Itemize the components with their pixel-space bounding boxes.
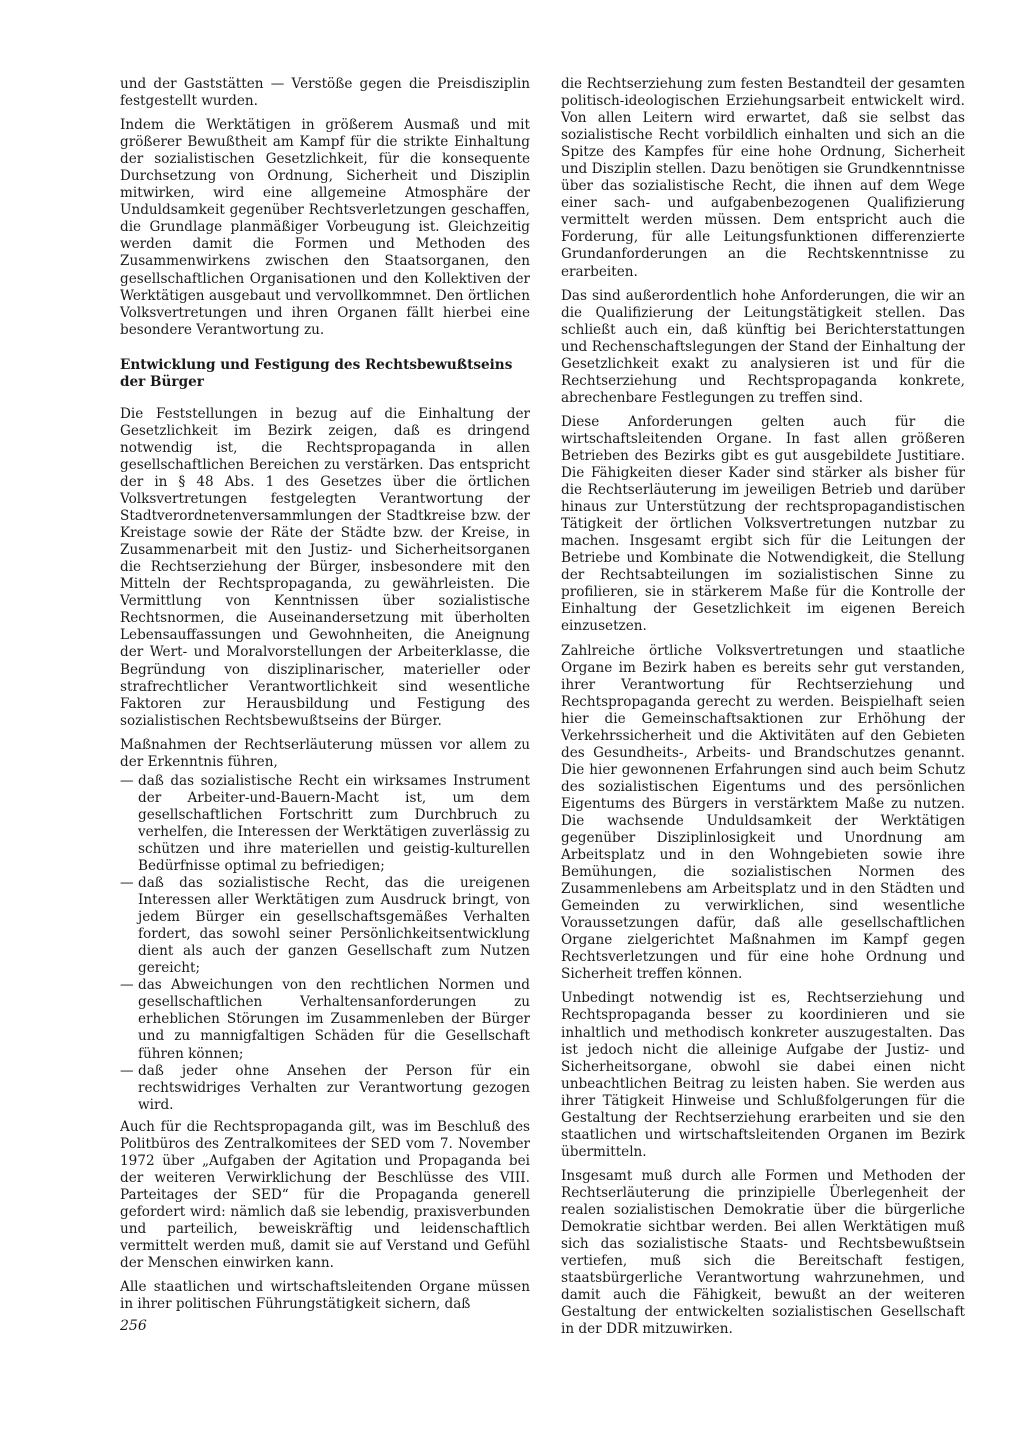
dash-bullet: — <box>120 772 134 789</box>
list-item-text: daß das sozialistische Recht, das die ureigenen Interessen aller Werktätigen zum Ausdruck bringt, von jedem Bürger ein gesellschaftsgemäßes Verhalten fordert, das sowohl seiner Persönlichkeitsentwicklung dient als auch der ganzen Gesellschaft zum Nutzen gereicht; <box>138 875 530 977</box>
page-number: 256 <box>120 1318 147 1334</box>
paragraph: Diese Anforderungen gelten auch für die wirtschaftsleitenden Organe. In fast allen größeren Betrieben des Bezirks gibt es gut ausgebildete Justitiare. Die Fähigkeiten dieser Kader sind stärker als bisher für die Rechtserläuterung im jeweiligen Betrieb und darüber hinaus zur Unterstützung der rechtspropagandistischen Tätigkeit der örtlichen Volksvertretungen nutzbar zu machen. Insgesamt ergibt sich für die Leitungen der Betriebe und Kombinate die Notwendigkeit, die Stellung der Rechtsabteilungen im sozialistischen Sinne zu profilieren, sie in stärkerem Maße für die Kontrolle der Einhaltung der Gesetzlichkeit im eigenen Bereich einzusetzen. <box>561 413 965 635</box>
list-item-text: daß jeder ohne Ansehen der Person für ein rechtswidriges Verhalten zur Verantwortung gezogen wird. <box>138 1062 530 1113</box>
paragraph: Das sind außerordentlich hohe Anforderungen, die wir an die Qualifizierung der Leitungstätigkeit stellen. Das schließt auch ein, daß künftig bei Berichterstattungen und Rechenschaftslegungen der Stand der Einhaltung der Gesetzlichkeit exakt zu analysieren ist und für die Rechtserziehung und Rechtspropaganda konkrete, abrechenbare Festlegungen zu treffen sind. <box>561 287 965 406</box>
dash-bullet: — <box>120 977 134 994</box>
paragraph: Insgesamt muß durch alle Formen und Methoden der Rechtserläuterung die prinzipielle Überlegenheit der realen sozialistischen Demokratie über die bürgerliche Demokratie sichtbar werden. Bei allen Werktätigen muß sich das sozialistische Staats- und Rechtsbewußtsein vertiefen, muß sich die Bereitschaft festigen, staatsbürgerliche Verantwortung wahrzunehmen, und damit auch die Fähigkeit, bewußt an der weiteren Gestaltung der entwickelten sozialistischen Gesellschaft in der DDR mitzuwirken. <box>561 1167 965 1338</box>
list-item-text: das Abweichungen von den rechtlichen Normen und gesellschaftlichen Verhaltensanforderungen zu erheblichen Störungen im Zusammenleben der Bürger und zu mannigfaltigen Schäden für die Gesellschaft führen können; <box>138 977 530 1062</box>
left-column <box>120 76 530 1320</box>
paragraph: Unbedingt notwendig ist es, Rechtserziehung und Rechtspropaganda besser zu koordinieren und sie inhaltlich und methodisch konkreter auszugestalten. Das ist jedoch nicht die alleinige Aufgabe der Justiz- und Sicherheitsorgane, obwohl sie dabei einen nicht unbeachtlichen Beitrag zu leisten haben. Sie werden aus ihrer Tätigkeit Hinweise und Schlußfolgerungen für die Gestaltung der Rechtserziehung erarbeiten und sie den staatlichen und wirtschaftsleitenden Organen im Bezirk übermitteln. <box>561 990 965 1160</box>
right-column <box>561 76 965 1345</box>
paragraph: Alle staatlichen und wirtschaftsleitenden Organe müssen in ihrer politischen Führungstätigkeit sichern, daß <box>120 1279 530 1313</box>
paragraph: Zahlreiche örtliche Volksvertretungen und staatliche Organe im Bezirk haben es bereits sehr gut verstanden, ihrer Verantwortung für Rechtserziehung und Rechtspropaganda gerecht zu werden. Beispielhaft seien hier die Gemeinschaftsaktionen zur Erhöhung der Verkehrssicherheit und die Aktivitäten auf den Gebieten des Gesundheits-, Arbeits- und Brandschutzes genannt. Die hier gewonnenen Erfahrungen sind auch beim Schutz des sozialistischen Eigentums und des persönlichen Eigentums des Bürgers in verstärktem Maße zu nutzen. Die wachsende Unduldsamkeit der Werktätigen gegenüber Disziplinlosigkeit und Unordnung am Arbeitsplatz und in den Wohngebieten sowie ihre Bemühungen, die sozialistischen Normen des Zusammenlebens am Arbeitsplatz und in den Städten und Gemeinden zu verwirklichen, sind wesentliche Voraussetzungen dafür, daß alle gesellschaftlichen Organe zielgerichtet Maßnahmen im Kampf gegen Rechtsverletzungen und für eine hohe Ordnung und Sicherheit treffen können. <box>561 642 965 983</box>
list-item <box>120 1063 530 1114</box>
dash-list <box>120 773 530 1114</box>
paragraph: Maßnahmen der Rechtserläuterung müssen vor allem zu der Erkenntnis führen, <box>120 736 530 770</box>
paragraph: Indem die Werktätigen in größerem Ausmaß und mit größerer Bewußtheit am Kampf für die strikte Einhaltung der sozialistischen Gesetzlichkeit, für die konsequente Durchsetzung von Ordnung, Sicherheit und Disziplin mitwirken, wird eine allgemeine Atmosphäre der Unduldsamkeit gegenüber Rechtsverletzungen geschaffen, die Grundlage planmäßiger Vorbeugung ist. Gleichzeitig werden damit die Formen und Methoden des Zusammenwirkens zwischen den Staatsorganen, den gesellschaftlichen Organisationen und den Kollektiven der Werktätigen ausgebaut und vervollkommnet. Den örtlichen Volksvertretungen und ihren Organen fällt hierbei eine besondere Verantwortung zu. <box>120 117 530 338</box>
paragraph: Auch für die Rechtspropaganda gilt, was im Beschluß des Politbüros des Zentralkomitees der SED vom 7. November 1972 über „Aufgaben der Agitation und Propaganda bei der weiteren Verwirklichung der Beschlüsse des VIII. Parteitages der SED“ für die Propaganda generell gefordert wird: nämlich daß sie lebendig, praxisverbunden und parteilich, beweiskräftig und leidenschaftlich vermittelt werden muß, damit sie auf Verstand und Gefühl der Menschen einwirken kann. <box>120 1118 530 1272</box>
dash-bullet: — <box>120 875 134 892</box>
section-heading: Entwicklung und Festigung des Rechtsbewußtseins der Bürger <box>120 356 513 390</box>
paragraph: die Rechtserziehung zum festen Bestandteil der gesamten politisch-ideologischen Erziehungsarbeit entwickelt wird. Von allen Leitern wird erwartet, daß sie selbst das sozialistische Recht vorbildlich einhalten und sich an die Spitze des Kampfes für eine hohe Ordnung, Sicherheit und Disziplin stellen. Dazu benötigen sie Grundkenntnisse über das sozialistische Recht, die ihnen auf dem Wege einer sach- und aufgabenbezogenen Qualifizierung vermittelt werden müssen. Dem entspricht auch die Forderung, für alle Leitungsfunktionen differenzierte Grundanforderungen an die Rechtskenntnisse zu erarbeiten. <box>561 76 965 280</box>
list-item <box>120 875 530 977</box>
list-item-text: daß das sozialistische Recht ein wirksames Instrument der Arbeiter-und-Bauern-Macht ist, um dem gesellschaftlichen Fortschritt zum Durchbruch zu verhelfen, die Interessen der Werktätigen zuverlässig zu schützen und ihre materiellen und geistig-kulturellen Bedürfnisse optimal zu befriedigen; <box>138 772 530 875</box>
paragraph: und der Gaststätten — Verstöße gegen die Preisdisziplin festgestellt wurden. <box>120 76 530 110</box>
paragraph: Die Feststellungen in bezug auf die Einhaltung der Gesetzlichkeit im Bezirk zeigen, daß es dringend notwendig ist, die Rechtspropaganda in allen gesellschaftlichen Bereichen zu verstärken. Das entspricht der in § 48 Abs. 1 des Gesetzes über die örtlichen Volksvertretungen festgelegten Verantwortung der Stadtverordnetenversammlungen der Stadtkreise bzw. der Kreistage sowie der Räte der Städte bzw. der Kreise, in Zusammenarbeit mit den Justiz- und Sicherheitsorganen die Rechtserziehung der Bürger, insbesondere mit den Mitteln der Rechtspropaganda, zu gewährleisten. Die Vermittlung von Kenntnissen über sozialistische Rechtsnormen, die Auseinandersetzung mit überholten Lebensauffassungen und Gewohnheiten, die Aneignung der Wert- und Moralvorstellungen der Arbeiterklasse, die Begründung von disziplinarischer, materieller oder strafrechtlicher Verantwortlichkeit sind wesentliche Faktoren zur Herausbildung und Festigung des sozialistischen Rechtsbewußtseins der Bürger. <box>120 405 530 729</box>
list-item <box>120 977 530 1062</box>
dash-bullet: — <box>120 1062 134 1079</box>
list-item <box>120 773 530 875</box>
